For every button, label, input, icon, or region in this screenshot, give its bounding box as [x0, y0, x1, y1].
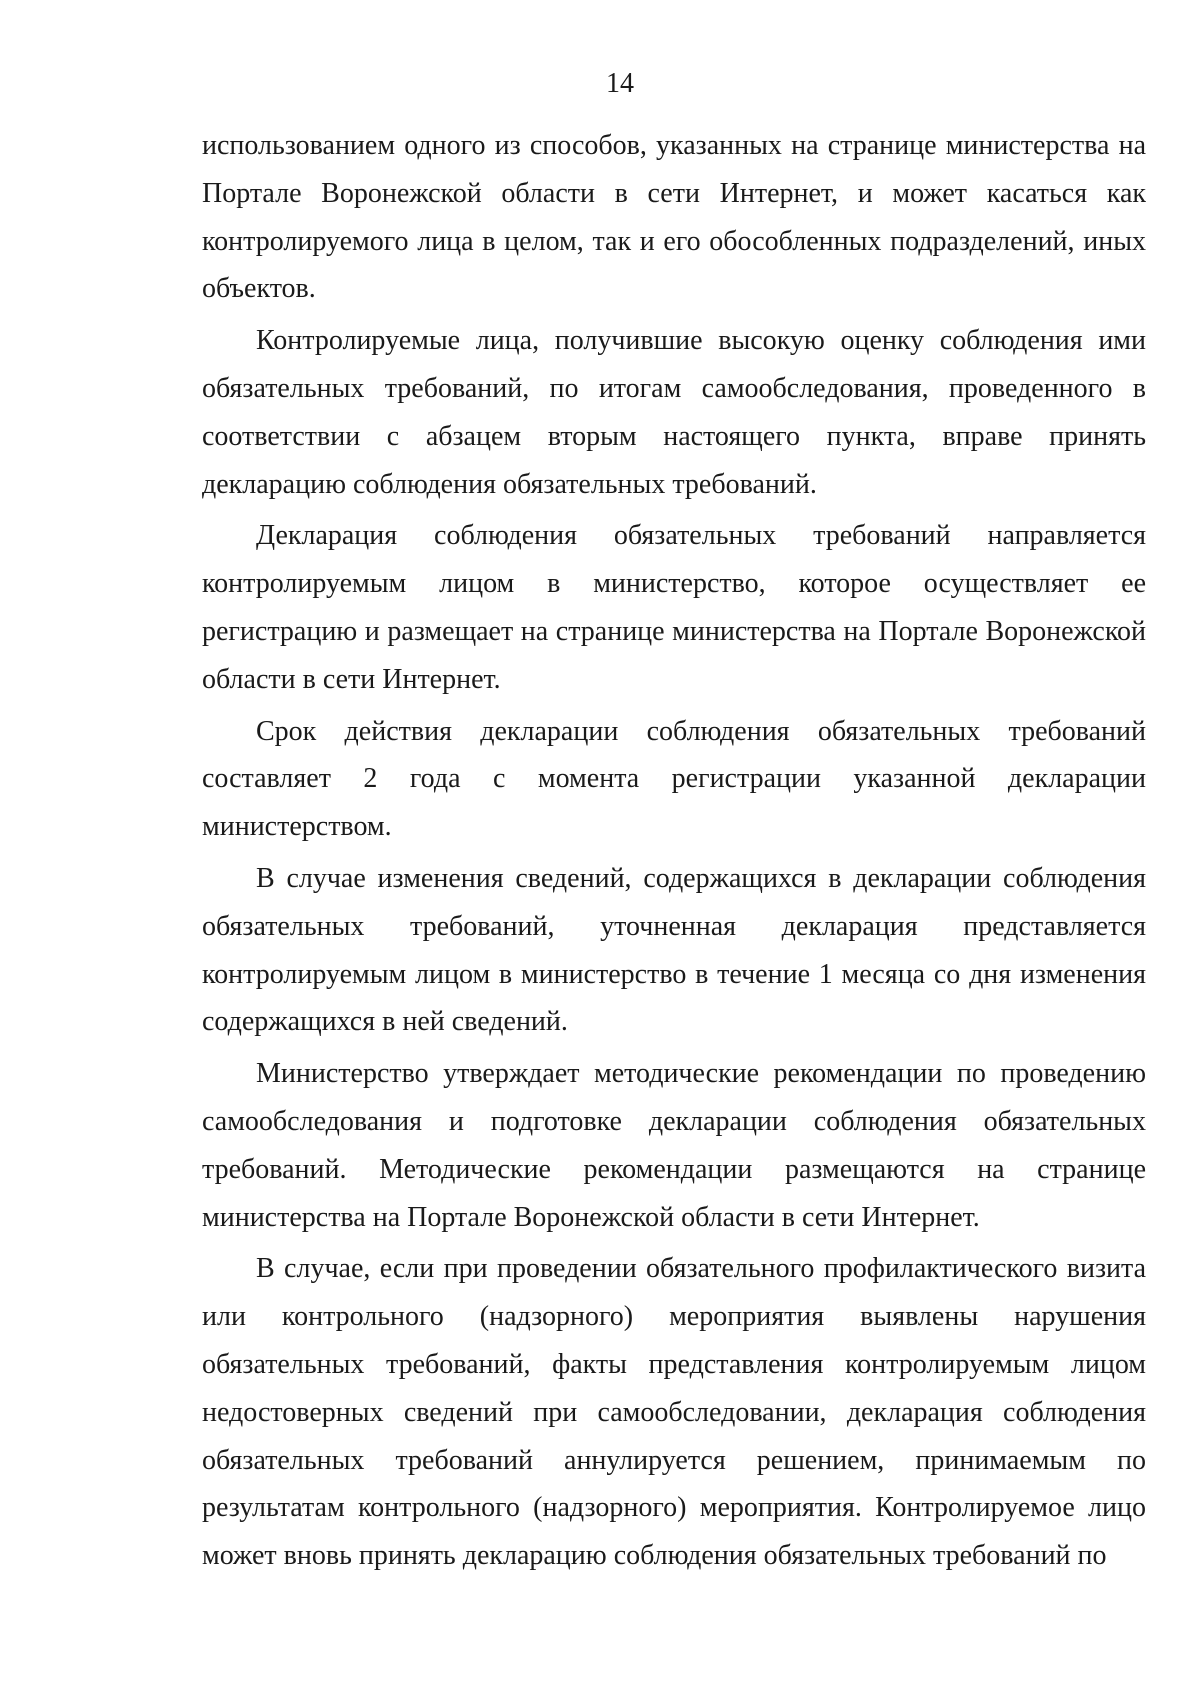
paragraph-continuation: использованием одного из способов, указанных на странице министерства на Портале Воронежской области в сети Интернет, и может касаться как контролируемого лица в целом, так и его обособленных подразделений, иных объектов. — [202, 130, 1146, 305]
document-body — [202, 122, 1146, 1584]
paragraph-declaration-update: В случае изменения сведений, содержащихся в декларации соблюдения обязательных требований, уточненная декларация представляется контролируемым лицом в министерство в течение 1 месяца со дня изменения содержащихся в ней сведений. — [202, 862, 1146, 1038]
paragraph-methodical-recommendations: Министерство утверждает методические рекомендации по проведению самообследования и подготовке декларации соблюдения обязательных требований. Методические рекомендации размещаются на странице министерства на Портале Воронежской области в сети Интернет. — [202, 1058, 1146, 1233]
page-number: 14 — [606, 68, 634, 99]
paragraph-declaration-term: Срок действия декларации соблюдения обязательных требований составляет 2 года с момента регистрации указанной декларации министерством. — [202, 715, 1146, 843]
paragraph-declaration-right: Контролируемые лица, получившие высокую оценку соблюдения ими обязательных требований, по итогам самообследования, проведенного в соответствии с абзацем вторым настоящего пункта, вправе принять декларацию соблюдения обязательных требований. — [202, 325, 1146, 500]
paragraph-declaration-annulment: В случае, если при проведении обязательного профилактического визита или контрольного (надзорного) мероприятия выявлены нарушения обязательных требований, факты представления контролируемым лицом недостоверных сведений при самообследовании, декларация соблюдения обязательных требований аннулируется решением, принимаемым по результатам контрольного (надзорного) мероприятия. Контролируемое лицо может вновь принять декларацию соблюдения обязательных требований по — [202, 1253, 1146, 1572]
paragraph-declaration-registration: Декларация соблюдения обязательных требований направляется контролируемым лицом в министерство, которое осуществляет ее регистрацию и размещает на странице министерства на Портале Воронежской области в сети Интернет. — [202, 520, 1146, 695]
